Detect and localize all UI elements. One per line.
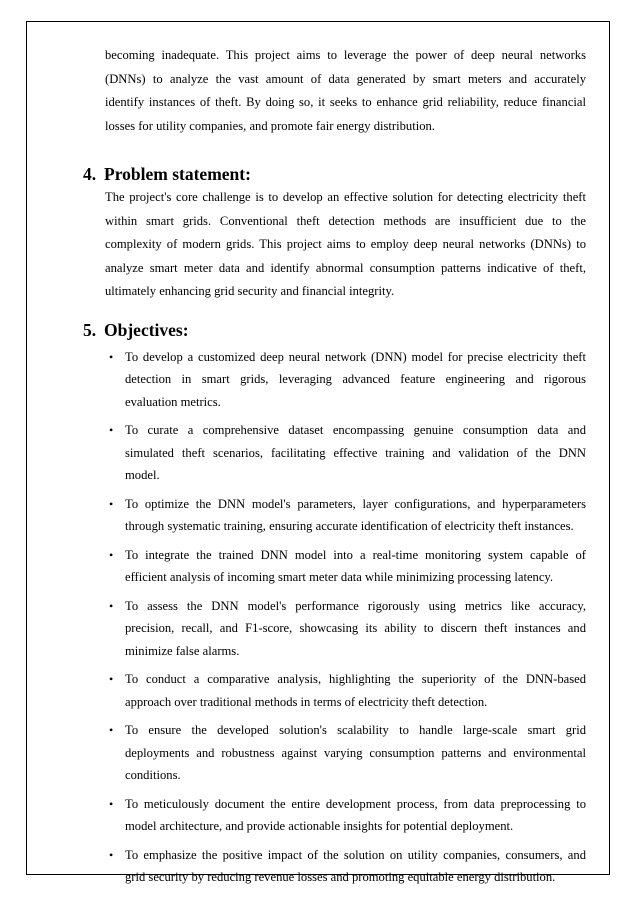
- text-line: conditions.: [125, 768, 181, 783]
- bullet-icon: •: [109, 547, 114, 562]
- problem-statement-paragraph: [105, 186, 586, 304]
- text-line: To integrate the trained DNN model into a real-time monitoring system capable of: [125, 547, 586, 562]
- text-line: To curate a comprehensive dataset encompassing genuine consumption data and: [125, 423, 586, 438]
- text-line: To develop a customized deep neural network (DNN) model for precise electricity theft: [125, 350, 586, 364]
- text-line: minimize false alarms.: [125, 643, 240, 658]
- text-line: through systematic training, ensuring accurate identification of electricity theft instances.: [125, 519, 574, 534]
- list-item: [105, 346, 586, 413]
- list-item: [105, 493, 586, 538]
- list-item: [105, 668, 586, 713]
- text-line: detection in smart grids, leveraging advanced feature engineering and rigorous: [125, 372, 586, 387]
- text-line: To ensure the developed solution's scalability to handle large-scale smart grid: [125, 723, 586, 738]
- text-line: model.: [125, 468, 160, 483]
- list-item: [105, 595, 586, 662]
- text-line: precision, recall, and F1-score, showcasing its ability to discern theft instances and: [125, 621, 586, 636]
- text-line: To optimize the DNN model's parameters, layer configurations, and hyperparameters: [125, 496, 586, 511]
- objectives-heading: [83, 319, 189, 341]
- text-line: To emphasize the positive impact of the solution on utility companies, consumers, and: [125, 847, 586, 862]
- text-line: model architecture, and provide actionable insights for potential deployment.: [125, 819, 514, 834]
- bullet-icon: •: [109, 796, 114, 811]
- bullet-icon: •: [109, 423, 114, 438]
- section-title: Problem statement:: [104, 164, 251, 184]
- text-line: To assess the DNN model's performance rigorously using metrics like accuracy,: [125, 598, 586, 613]
- section-number: 5.: [83, 320, 97, 340]
- text-line: approach over traditional methods in terms of electricity theft detection.: [125, 694, 488, 709]
- text-line: evaluation metrics.: [125, 394, 221, 409]
- list-item: [105, 719, 586, 786]
- text-line: deployments and robustness against varying consumption patterns and environmental: [125, 745, 586, 760]
- section-number: 4.: [83, 164, 97, 184]
- text-line: simulated theft scenarios, facilitating effective training and validation of the DNN: [125, 445, 586, 460]
- text-line: To meticulously document the entire development process, from data preprocessing to: [125, 796, 586, 811]
- bullet-icon: •: [109, 723, 114, 738]
- objectives-list: [105, 346, 586, 895]
- text-line: To conduct a comparative analysis, highlighting the superiority of the DNN-based: [125, 672, 586, 687]
- text-line: efficient analysis of incoming smart meter data while minimizing processing latency.: [125, 570, 554, 585]
- list-item: [105, 793, 586, 838]
- bullet-icon: •: [109, 847, 114, 862]
- text-line: (DNNs) to analyze the vast amount of data generated by smart meters and accurately: [105, 71, 586, 86]
- list-item: [105, 544, 586, 589]
- intro-paragraph: [105, 44, 586, 138]
- text-line: complexity of modern grids. This project aims to employ deep neural networks (DNNs) to: [105, 237, 586, 252]
- problem-statement-heading: [83, 163, 251, 185]
- bullet-icon: •: [109, 672, 114, 687]
- text-line: analyze smart meter data and identify abnormal consumption patterns indicative of theft,: [105, 260, 586, 275]
- list-item: [105, 419, 586, 486]
- text-line: ultimately enhancing grid security and financial integrity.: [105, 284, 395, 299]
- bullet-icon: •: [109, 496, 114, 511]
- bullet-icon: •: [109, 598, 114, 613]
- text-line: becoming inadequate. This project aims to leverage the power of deep neural networks: [105, 48, 586, 62]
- text-line: identify instances of theft. By doing so, it seeks to enhance grid reliability, reduce financial: [105, 95, 586, 110]
- list-item: [105, 844, 586, 889]
- text-line: The project's core challenge is to develop an effective solution for detecting electricity theft: [105, 190, 586, 204]
- text-line: losses for utility companies, and promote fair energy distribution.: [105, 118, 435, 133]
- text-line: within smart grids. Conventional theft detection methods are insufficient due to the: [105, 213, 586, 228]
- bullet-icon: •: [109, 350, 114, 364]
- text-line: grid security by reducing revenue losses and promoting equitable energy distribution.: [125, 870, 556, 885]
- section-title: Objectives:: [104, 320, 189, 340]
